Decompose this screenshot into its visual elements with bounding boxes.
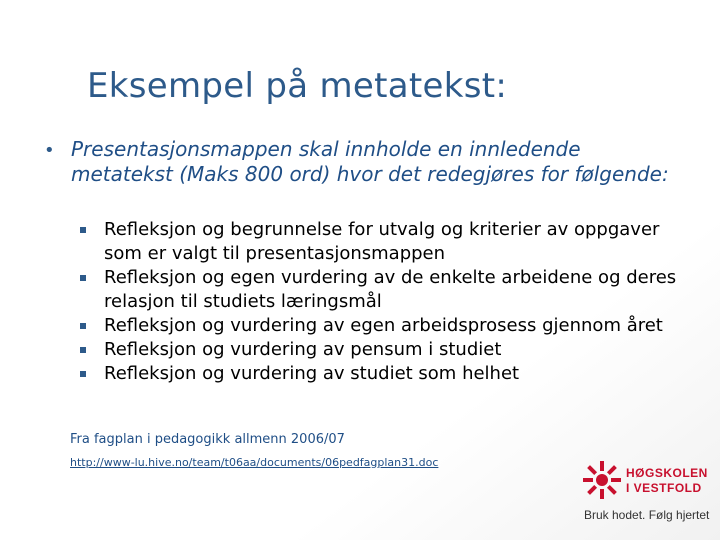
square-bullet-icon: [80, 323, 86, 329]
sub-bullet-item: [80, 362, 680, 386]
sub-bullet-item: [80, 266, 680, 314]
logo-line1: HØGSKOLEN: [626, 466, 708, 480]
square-bullet-icon: [80, 275, 86, 281]
slide-title: Eksempel på metatekst:: [87, 66, 508, 106]
square-bullet-icon: [80, 347, 86, 353]
sub-bullet-list: [80, 218, 680, 386]
bullet-dot-icon: •: [44, 140, 55, 161]
sub-bullet-item: [80, 314, 680, 338]
sub-bullet-text: Refleksjon og egen vurdering av de enkelte arbeidene og deres relasjon til studiets læringsmål: [104, 267, 677, 312]
square-bullet-icon: [80, 227, 86, 233]
logo-mark-icon: [582, 460, 622, 500]
sub-bullet-text: Refleksjon og vurdering av pensum i studiet: [104, 339, 502, 360]
sub-bullet-text: Refleksjon og begrunnelse for utvalg og kriterier av oppgaver som er valgt til presentasjonsmappen: [104, 219, 660, 264]
logo-name: [626, 466, 708, 496]
source-link[interactable]: http://www-lu.hive.no/team/t06aa/documents/06pedfagplan31.doc: [70, 456, 439, 469]
sub-bullet-item: [80, 218, 680, 266]
main-bullet-text: Presentasjonsmappen skal innholde en innledende metatekst (Maks 800 ord) hvor det redegjøres for følgende:: [71, 137, 669, 186]
logo-line2: I VESTFOLD: [626, 481, 702, 495]
logo-tagline: Bruk hodet. Følg hjertet: [584, 508, 710, 522]
sub-bullet-item: [80, 338, 680, 362]
sub-bullet-text: Refleksjon og vurdering av studiet som helhet: [104, 363, 520, 384]
square-bullet-icon: [80, 371, 86, 377]
main-bullet: [44, 137, 684, 187]
sub-bullet-text: Refleksjon og vurdering av egen arbeidsprosess gjennom året: [104, 315, 663, 336]
source-note: Fra fagplan i pedagogikk allmenn 2006/07: [70, 432, 345, 447]
school-logo: [582, 458, 712, 533]
